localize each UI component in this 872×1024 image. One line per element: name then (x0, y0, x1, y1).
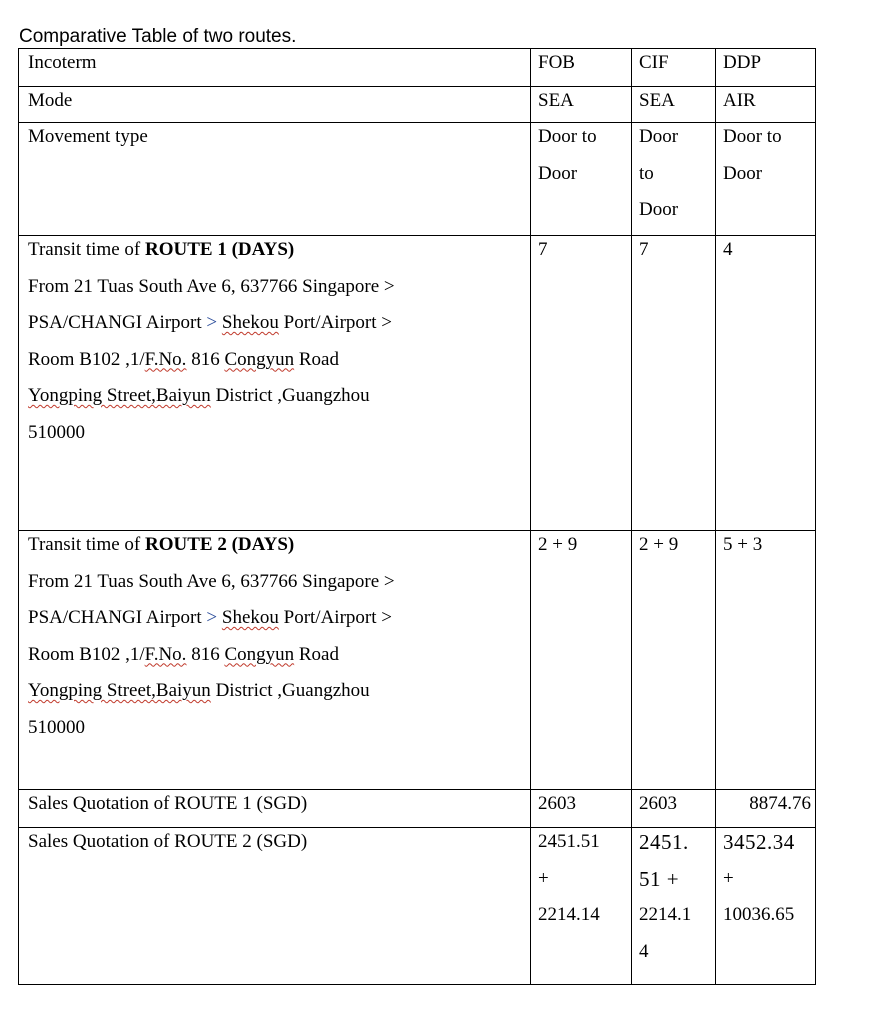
movement-type-ddp: Door to Door (716, 123, 816, 236)
table-row-movement-type (19, 123, 816, 236)
route-1-transit-label: Transit time of ROUTE 1 (DAYS) From 21 Tuas South Ave 6, 637766 Singapore > PSA/CHANGI Airport > Shekou Port/Airport > Room B102 ,1/F.No. 816 Congyun Road Yongping Street,Baiyun District ,Guangzhou 510000 (19, 236, 531, 531)
route-1-transit-fob: 7 (531, 236, 632, 531)
incoterm-label: Incoterm (19, 49, 531, 87)
route-1-title: ROUTE 1 (DAYS) (145, 239, 295, 260)
incoterm-fob: FOB (531, 49, 632, 87)
route-2-transit-cif: 2 + 9 (632, 531, 716, 790)
movement-type-cif: Door to Door (632, 123, 716, 236)
movement-type-label: Movement type (19, 123, 531, 236)
quotation-route-1-cif: 2603 (632, 790, 716, 828)
quotation-route-1-ddp: 8874.76 (716, 790, 816, 828)
quotation-route-1-label: Sales Quotation of ROUTE 1 (SGD) (19, 790, 531, 828)
quotation-route-2-cif: 2451. 51 + 2214.1 4 (632, 828, 716, 985)
incoterm-ddp: DDP (716, 49, 816, 87)
mode-cif: SEA (632, 87, 716, 123)
mode-ddp: AIR (716, 87, 816, 123)
route-2-title: ROUTE 2 (DAYS) (145, 534, 295, 555)
quotation-route-2-fob: 2451.51 + 2214.14 (531, 828, 632, 985)
comparison-table (18, 48, 816, 985)
quotation-route-2-label: Sales Quotation of ROUTE 2 (SGD) (19, 828, 531, 985)
table-row-quotation-route-2 (19, 828, 816, 985)
table-row-incoterm (19, 49, 816, 87)
route-1-transit-cif: 7 (632, 236, 716, 531)
mode-label: Mode (19, 87, 531, 123)
table-row-route-1-transit (19, 236, 816, 531)
movement-type-fob: Door to Door (531, 123, 632, 236)
quotation-route-1-fob: 2603 (531, 790, 632, 828)
table-row-mode (19, 87, 816, 123)
route-2-transit-label: Transit time of ROUTE 2 (DAYS) From 21 Tuas South Ave 6, 637766 Singapore > PSA/CHANGI Airport > Shekou Port/Airport > Room B102 ,1/F.No. 816 Congyun Road Yongping Street,Baiyun District ,Guangzhou 510000 (19, 531, 531, 790)
mode-fob: SEA (531, 87, 632, 123)
incoterm-cif: CIF (632, 49, 716, 87)
table-row-quotation-route-1 (19, 790, 816, 828)
quotation-route-2-ddp: 3452.34 + 10036.65 (716, 828, 816, 985)
route-2-transit-ddp: 5 + 3 (716, 531, 816, 790)
table-caption: Comparative Table of two routes. (19, 26, 297, 47)
route-2-transit-fob: 2 + 9 (531, 531, 632, 790)
table-row-route-2-transit (19, 531, 816, 790)
route-1-transit-ddp: 4 (716, 236, 816, 531)
